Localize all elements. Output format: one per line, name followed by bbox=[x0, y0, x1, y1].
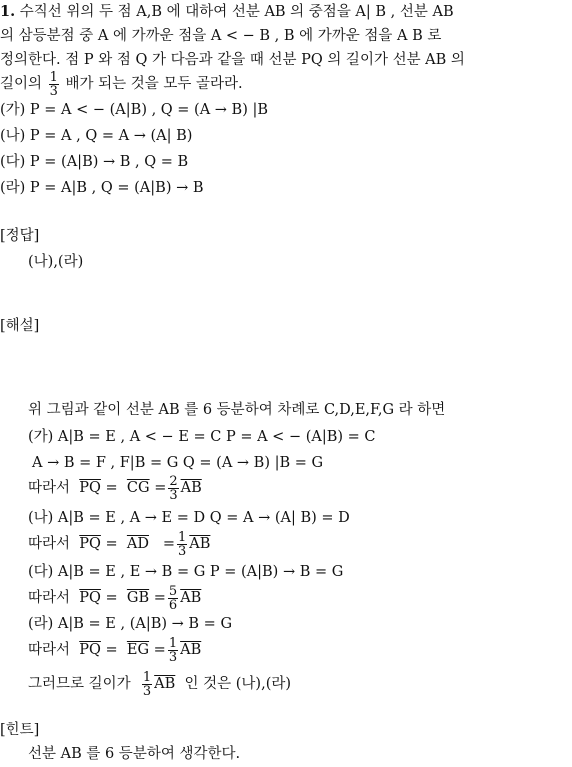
ttarase-label: 따라서 bbox=[28, 642, 71, 658]
solution-ra-line-1: (라) A|B = E , (A|B) → B = G bbox=[28, 616, 233, 632]
fraction-numerator: 1 bbox=[168, 635, 178, 651]
solution-na-line-1: (나) A|B = E , A → E = D Q = A → (A| B) = D bbox=[28, 510, 350, 526]
choice-ra: (라) P = A|B , Q = (A|B) → B bbox=[0, 180, 204, 196]
fraction-denominator: 3 bbox=[142, 683, 152, 699]
solution-ga-result bbox=[28, 474, 202, 502]
segment-pq: $\overline{PQ}$ bbox=[79, 590, 101, 606]
problem-line-1 bbox=[0, 2, 454, 22]
segment-ab: $\overline{AB}$ bbox=[180, 480, 202, 496]
problem-text-3: 정의한다. 점 P 와 점 Q 가 다음과 같을 때 선분 PQ 의 길이가 선분 AB 의 bbox=[0, 52, 465, 68]
choice-na: (나) P = A , Q = A → (A| B) bbox=[0, 128, 193, 144]
ttarase-label: 따라서 bbox=[28, 480, 71, 496]
segment-cg: $\overline{CG}$ bbox=[126, 480, 150, 496]
segment-ab: $\overline{AB}$ bbox=[180, 590, 202, 606]
segment-pq: $\overline{PQ}$ bbox=[79, 642, 101, 658]
fraction-numerator: 1 bbox=[142, 669, 152, 685]
fraction-denominator: 3 bbox=[168, 649, 178, 665]
fraction-one-third bbox=[177, 531, 187, 558]
fraction-numerator: 1 bbox=[49, 69, 58, 85]
answer-text: (나),(라) bbox=[28, 254, 84, 270]
equals-sign: = bbox=[153, 590, 166, 606]
fraction-numerator: 5 bbox=[168, 583, 178, 599]
fraction-denominator: 6 bbox=[168, 597, 178, 613]
segment-ab: $\overline{AB}$ bbox=[189, 536, 211, 552]
answer-heading: [정답] bbox=[0, 228, 40, 244]
solution-intro: 위 그림과 같이 선분 AB 를 6 등분하여 차례로 C,D,E,F,G 라 하면 bbox=[28, 402, 446, 418]
segment-eg: $\overline{EG}$ bbox=[126, 642, 150, 658]
problem-line-4 bbox=[0, 70, 243, 98]
ttarase-label: 따라서 bbox=[28, 536, 71, 552]
solution-heading: [해설] bbox=[0, 318, 40, 334]
segment-pq: $\overline{PQ}$ bbox=[79, 536, 101, 552]
solution-da-result bbox=[28, 584, 201, 612]
equals-sign: = bbox=[105, 642, 118, 658]
fraction-five-sixths bbox=[168, 585, 178, 612]
problem-text-2: 의 삼등분점 중 A 에 가까운 점을 A < − B , B 에 가까운 점을 A B 로 bbox=[0, 28, 442, 44]
fraction-one-third bbox=[168, 637, 178, 664]
fraction-numerator: 2 bbox=[169, 473, 178, 489]
problem-text-1: 수직선 위의 두 점 A,B 에 대하여 선분 AB 의 중점을 A| B , 선분 AB bbox=[19, 4, 454, 20]
fraction-one-third bbox=[49, 71, 59, 98]
solution-ga-line-2: A → B = F , F|B = G Q = (A → B) |B = G bbox=[32, 455, 324, 471]
fraction-two-thirds bbox=[168, 475, 178, 502]
fraction-denominator: 3 bbox=[177, 543, 187, 559]
fraction-numerator: 1 bbox=[177, 529, 187, 545]
solution-ra-result bbox=[28, 636, 201, 664]
equals-sign: = bbox=[105, 590, 118, 606]
ttarase-label: 따라서 bbox=[28, 590, 71, 606]
equals-sign: = bbox=[105, 480, 118, 496]
equals-sign: = bbox=[105, 536, 118, 552]
solution-da-line-1: (다) A|B = E , E → B = G P = (A|B) → B = G bbox=[28, 564, 344, 580]
segment-ab: $\overline{AB}$ bbox=[180, 642, 202, 658]
segment-ab: $\overline{AB}$ bbox=[154, 676, 176, 692]
choice-da: (다) P = (A|B) → B , Q = B bbox=[0, 154, 189, 170]
solution-conclusion bbox=[28, 670, 291, 698]
fraction-denominator: 3 bbox=[169, 487, 178, 503]
conclusion-pre: 그러므로 길이가 bbox=[28, 676, 131, 692]
conclusion-post: 인 것은 (나),(라) bbox=[184, 676, 292, 692]
segment-pq: $\overline{PQ}$ bbox=[79, 480, 101, 496]
segment-gb: $\overline{GB}$ bbox=[126, 590, 150, 606]
fraction-denominator: 3 bbox=[49, 83, 58, 99]
hint-text: 선분 AB 를 6 등분하여 생각한다. bbox=[28, 746, 241, 762]
segment-ad: $\overline{AD}$ bbox=[126, 536, 149, 552]
problem-text-4-pre: 길이의 bbox=[0, 76, 43, 92]
hint-heading: [힌트] bbox=[0, 722, 40, 738]
solution-ga-line-1: (가) A|B = E , A < − E = C P = A < − (A|B) = C bbox=[28, 429, 376, 445]
equals-sign: = bbox=[153, 642, 166, 658]
problem-number: 1. bbox=[0, 3, 16, 20]
fraction-one-third bbox=[142, 671, 152, 698]
equals-sign: = bbox=[154, 480, 167, 496]
solution-na-result bbox=[28, 530, 210, 558]
choice-ga: (가) P = A < − (A|B) , Q = (A → B) |B bbox=[0, 102, 269, 118]
equals-sign: = bbox=[162, 536, 175, 552]
problem-text-4-post: 배가 되는 것을 모두 골라라. bbox=[65, 76, 243, 92]
